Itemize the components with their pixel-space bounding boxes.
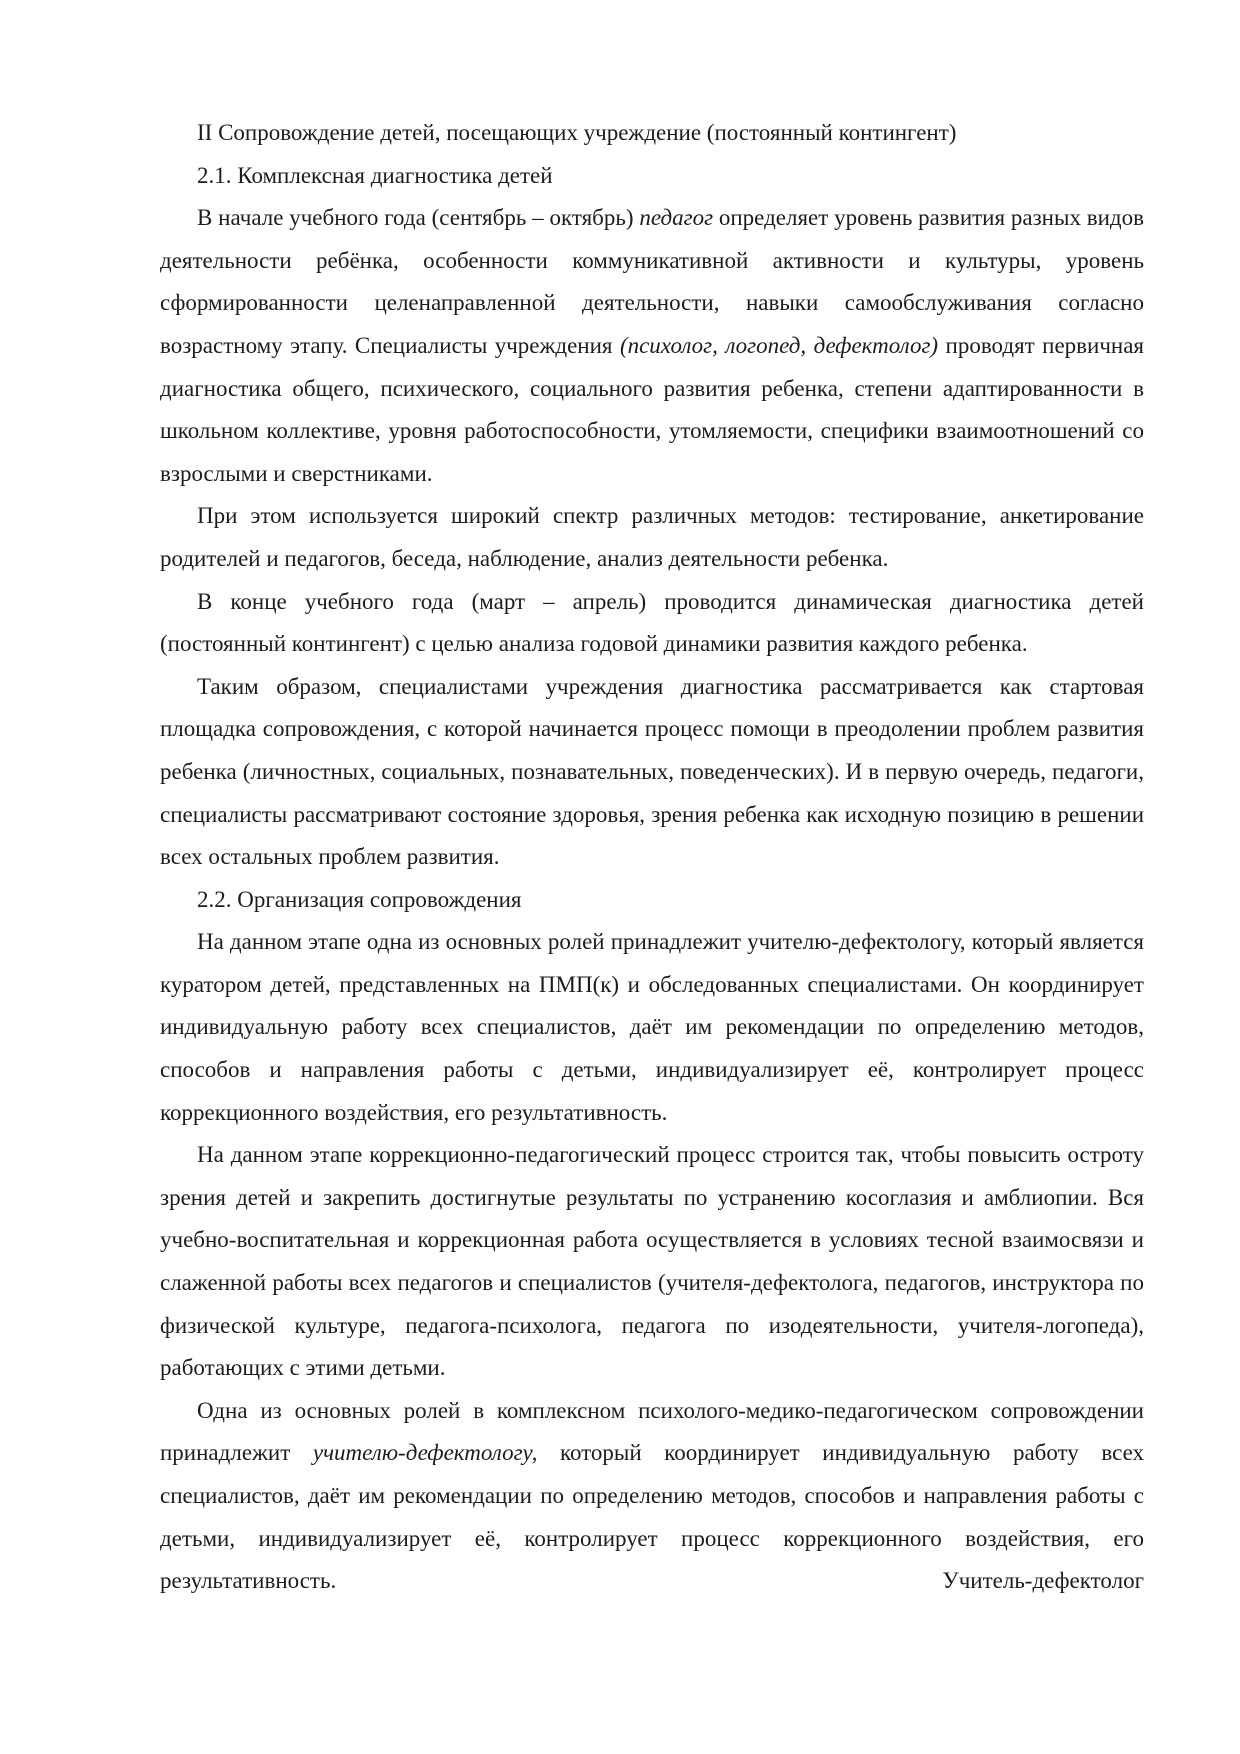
paragraph-methods: При этом используется широкий спектр различных методов: тестирование, анкетирование родителей и педагогов, беседа, наблюдение, анализ деятельности ребенка.	[160, 503, 1144, 571]
paragraph-correction-process: На данном этапе коррекционно-педагогический процесс строится так, чтобы повысить остроту зрения детей и закрепить достигнутые результаты по устранению косоглазия и амблиопии. Вся учебно-воспитательная и коррекционная работа осуществляется в условиях тесной взаимосвязи и слаженной работы всех педагогов и специалистов (учителя-дефектолога, педагогов, инструктора по физической культуре, педагога-психолога, педагога по изодеятельности, учителя-логопеда), работающих с этими детьми.	[160, 1142, 1144, 1381]
paragraph-text: который координирует индивидуальную работу всех специалистов, даёт им рекомендации по определению методов, способов и направления работы с детьми, индивидуализирует её, контролирует процесс коррекционного воздействия, его результативность. Учитель-дефектолог	[160, 1440, 1144, 1594]
paragraph-dynamic-diagnostics: В конце учебного года (март – апрель) проводится динамическая диагностика детей (постоянный контингент) с целью анализа годовой динамики развития каждого ребенка.	[160, 588, 1144, 657]
paragraph-text: проводят первичная диагностика общего, психического, социального развития ребенка, степени адаптированности в школьном коллективе, уровня работоспособности, утомляемости, специфики взаимоотношений со взрослыми и сверстниками.	[160, 332, 1144, 486]
subsection-title-diagnostics: 2.1. Комплексная диагностика детей	[197, 162, 553, 188]
paragraph-defectologist-role	[160, 1390, 1144, 1603]
italic-term-specialists: (психолог, логопед, дефектолог)	[619, 332, 939, 358]
paragraph-text: определяет уровень развития разных видов деятельности ребёнка, особенности коммуникативной активности и культуры, уровень сформированности целенаправленной деятельности, навыки самообслуживания согласно возрастному этапу. Специалисты учреждения	[160, 205, 1144, 358]
document-body	[160, 112, 1144, 1603]
paragraph-text: В начале учебного года (сентябрь – октябрь)	[197, 205, 640, 231]
section-title: II Сопровождение детей, посещающих учреждение (постоянный контингент)	[197, 120, 957, 145]
italic-term-defectologist: учителю-дефектологу,	[312, 1440, 538, 1466]
paragraph-diagnostics-intro	[160, 197, 1144, 495]
paragraph-text: Одна из основных ролей в комплексном психолого-медико-педагогическом сопровождении принадлежит	[160, 1397, 1144, 1466]
subsection-title-organization: 2.2. Организация сопровождения	[197, 886, 522, 912]
paragraph-curator-role: На данном этапе одна из основных ролей принадлежит учителю-дефектологу, который является куратором детей, представленных на ПМП(к) и обследованных специалистами. Он координирует индивидуальную работу всех специалистов, даёт им рекомендации по определению методов, способов и направления работы с детьми, индивидуализирует её, контролирует процесс коррекционного воздействия, его результативность.	[160, 929, 1144, 1125]
paragraph-diagnostics-conclusion: Таким образом, специалистами учреждения диагностика рассматривается как стартовая площадка сопровождения, с которой начинается процесс помощи в преодолении проблем развития ребенка (личностных, социальных, познавательных, поведенческих). И в первую очередь, педагоги, специалисты рассматривают состояние здоровья, зрения ребенка как исходную позицию в решении всех остальных проблем развития.	[160, 673, 1144, 870]
italic-term-teacher: педагог	[639, 205, 714, 231]
